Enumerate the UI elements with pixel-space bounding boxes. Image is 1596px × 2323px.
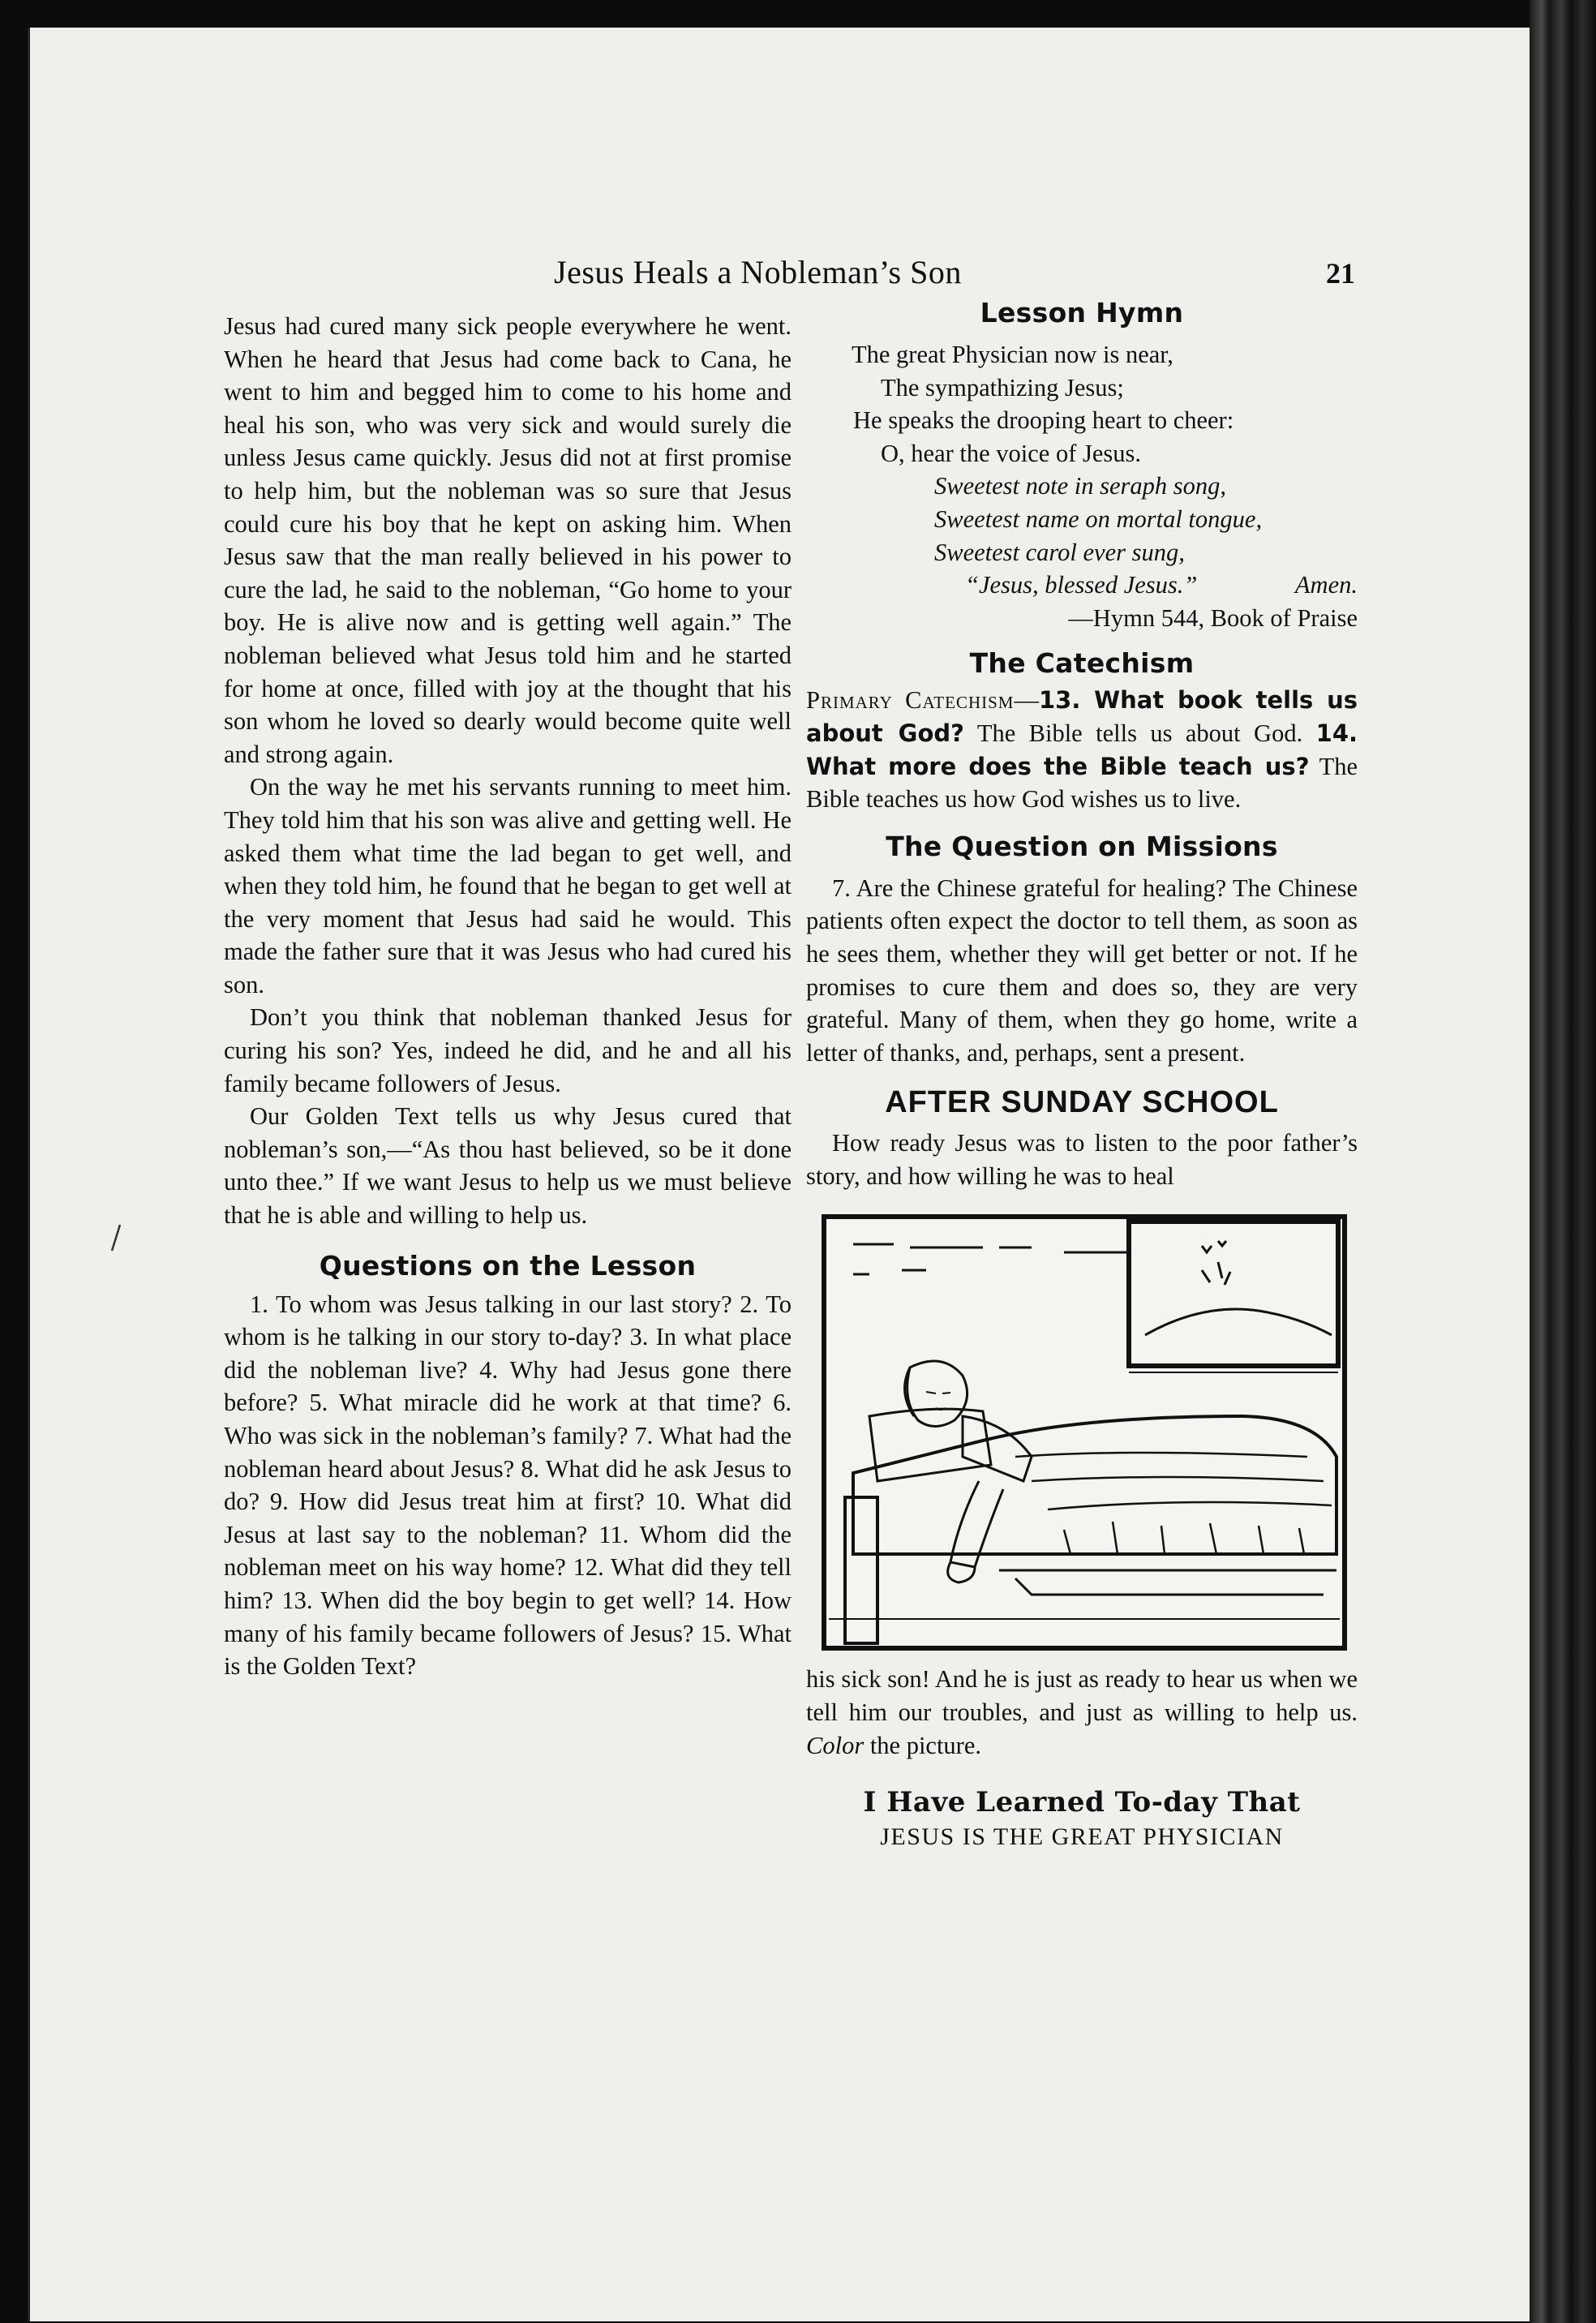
- hymn-line-8-text: “Jesus, blessed Jesus.”: [965, 571, 1198, 599]
- running-head: Jesus Heals a Nobleman’s Son: [554, 254, 962, 290]
- coloring-picture: [821, 1213, 1348, 1651]
- questions-text: 1. To whom was Jesus talking in our last story? 2. To whom is he talking in our story to-day? 3. In what place did the nobleman live? 4. Why had Jesus gone there before? 5. What miracle did he work at that time? 6. Who was sick in the nobleman’s family? 7. What had the nobleman heard about Jesus? 8. What did he ask Jesus to do? 9. How did Jesus treat him at first? 10. What did Jesus at last say to the nobleman? 11. Whom did the nobleman meet on his way home? 12. What did they tell him? 13. When did the boy begin to get well? 14. How many of his family became followers of Jesus? 15. What is the Golden Text?: [224, 1290, 792, 1681]
- after-sunday-school-heading: AFTER SUNDAY SCHOOL: [885, 1085, 1279, 1120]
- book-spine-edge: [1530, 0, 1596, 2323]
- great-physician-statement: JESUS IS THE GREAT PHYSICIAN: [880, 1823, 1284, 1851]
- catechism-answer-14: The Bible teaches us how God wishes us to live.: [806, 752, 1358, 814]
- hymn-line-8: [806, 569, 1358, 602]
- catechism-label: Primary Catechism: [806, 686, 1015, 715]
- story-paragraph-4: Our Golden Text tells us why Jesus cured that nobleman’s son,—“As thou hast believed, so be it done unto thee.” If we want Jesus to help us we must believe that he is able and willing to help us.: [224, 1102, 792, 1230]
- hymn-source: —Hymn 544, Book of Praise: [1068, 603, 1358, 632]
- hymn-line-5: Sweetest note in seraph song,: [934, 472, 1227, 500]
- story-paragraph-3: Don’t you think that nobleman thanked Jesus for curing his son? Yes, indeed he did, and he and all his family became followers of Jesus.: [224, 1003, 792, 1097]
- page-number: 21: [1326, 257, 1355, 290]
- left-column: [224, 310, 792, 1683]
- hymn-line-2: The sympathizing Jesus;: [881, 373, 1124, 401]
- hymn-amen: Amen.: [1294, 571, 1358, 599]
- hymn-line-7: Sweetest carol ever sung,: [934, 538, 1185, 566]
- lesson-hymn: [806, 338, 1358, 634]
- color-instruction: Color: [806, 1731, 865, 1759]
- learned-today-heading: I Have Learned To-day That: [863, 1786, 1301, 1819]
- catechism-question-13: 13. What book tells us about God?: [806, 686, 1358, 747]
- hymn-heading: Lesson Hymn: [980, 297, 1184, 328]
- right-column: [806, 297, 1358, 1851]
- story-paragraph-1: Jesus had cured many sick people everywhere he went. When he heard that Jesus had come back to Cana, he went to him and begged him to come to his home and heal his son, who was very sick and would surely die unless Jesus came quickly. Jesus did not at first promise to help him, but the nobleman was so sure that Jesus could cure his boy that he kept on asking him. When Jesus saw that the man really believed in his power to cure the lad, he said to the nobleman, “Go home to your boy. He is alive now and is getting well again.” The nobleman believed what Jesus told him and he started for home at once, filled with joy at the thought that his son whom he loved so dearly would become quite well and strong again.: [224, 312, 792, 768]
- hymn-line-3: He speaks the drooping heart to cheer:: [853, 406, 1234, 435]
- questions-heading: Questions on the Lesson: [319, 1249, 697, 1282]
- after-text-closing-b: the picture.: [869, 1731, 982, 1759]
- catechism-text: [806, 684, 1358, 815]
- hymn-line-4: O, hear the voice of Jesus.: [881, 439, 1141, 467]
- pencil-mark: [109, 1223, 122, 1252]
- catechism-dash: —: [1014, 686, 1039, 715]
- story-paragraph-2: On the way he met his servants running to meet him. They told him that his son was alive and getting well. He asked them what time the lad began to get well, and when they told him, he found that he began to get well at the very moment that Jesus had said he would. This made the father sure that it was Jesus who had cured his son.: [224, 773, 792, 998]
- after-text-intro: How ready Jesus was to listen to the poor father’s story, and how willing he was to heal: [806, 1129, 1358, 1190]
- hymn-line-1: The great Physician now is near,: [852, 341, 1173, 368]
- after-text-closing-a: his sick son! And he is just as ready to hear us when we tell him our troubles, and just as willing to help us.: [806, 1665, 1358, 1727]
- catechism-answer-13: The Bible tells us about God.: [976, 719, 1303, 747]
- hymn-line-6: Sweetest name on mortal tongue,: [934, 505, 1263, 533]
- missions-text: 7. Are the Chinese grateful for healing? The Chinese patients often expect the doctor to tell them, as soon as he sees them, whether they will get better or not. If he promises to cure them and does so, they are very grateful. Many of them, when they go home, write a letter of thanks, and, perhaps, sent a present.: [806, 874, 1358, 1067]
- missions-heading: The Question on Missions: [886, 830, 1278, 862]
- catechism-question-14: 14. What more does the Bible teach us?: [806, 719, 1358, 780]
- sick-boy-illustration: [821, 1213, 1348, 1651]
- catechism-heading: The Catechism: [969, 647, 1195, 680]
- after-text-closing: [806, 1663, 1358, 1762]
